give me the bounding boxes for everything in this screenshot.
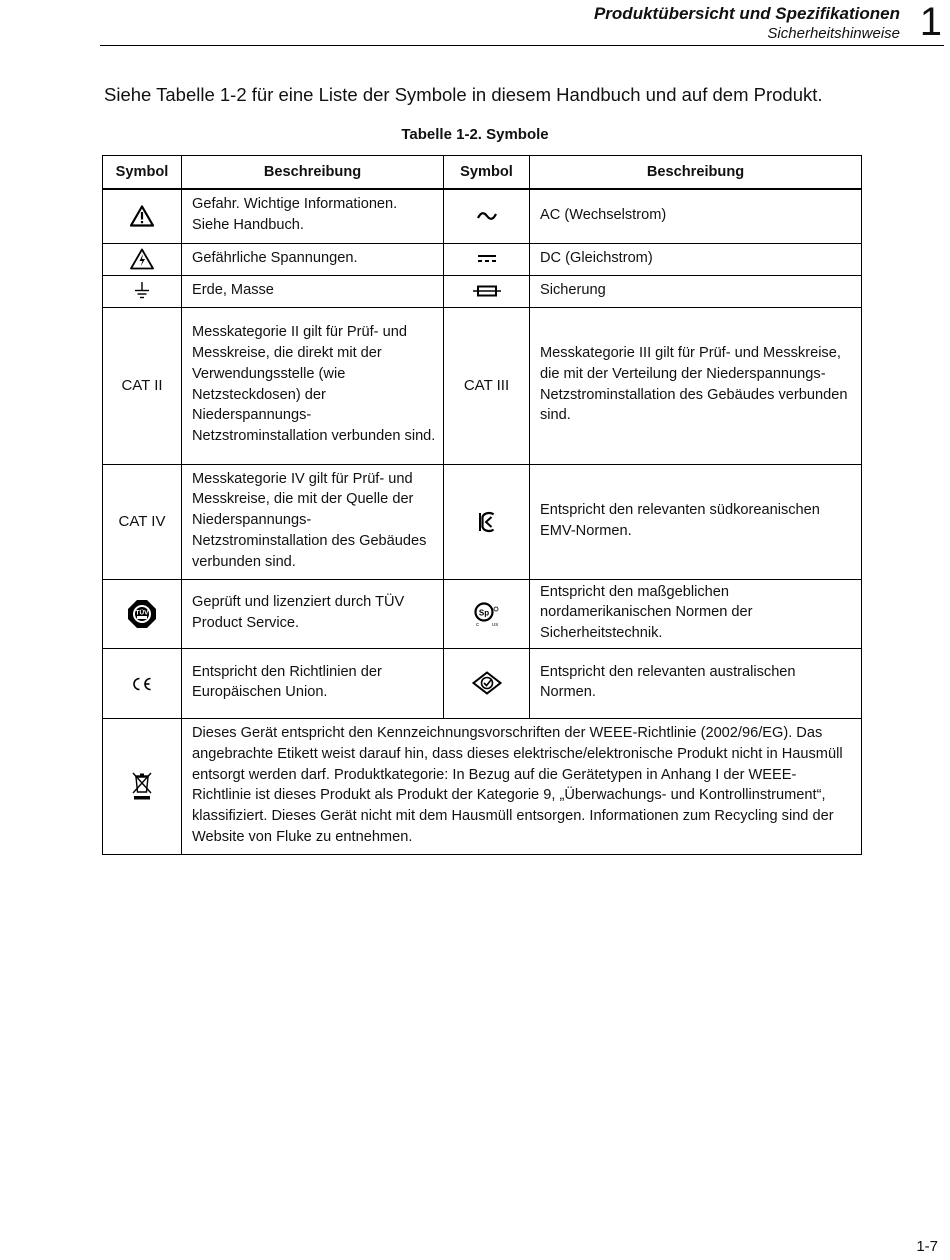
header-rule [100, 45, 944, 46]
description-cell: Entspricht den relevanten südkoreanischen EMV-Normen. [530, 464, 862, 579]
description-cell: Erde, Masse [182, 275, 444, 307]
ground-icon [133, 281, 151, 301]
table-header-row [103, 156, 862, 190]
description-cell: Messkategorie III gilt für Prüf- und Messkreise, die mit der Verteilung der Niederspannungs-Netzstrominstallation des Gebäudes verbunden sind. [530, 307, 862, 464]
symbol-cell [444, 464, 530, 579]
column-header: Symbol [444, 156, 530, 190]
warning-triangle-icon [130, 205, 154, 227]
symbol-cell: CAT II [103, 307, 182, 464]
rcm-mark-icon [472, 671, 502, 695]
table-caption: Tabelle 1-2. Symbole [401, 126, 549, 143]
symbol-cell [103, 648, 182, 718]
header-title: Produktübersicht und Spezifikationen [593, 4, 900, 23]
hazardous-voltage-icon [130, 248, 154, 270]
kc-mark-icon [479, 511, 495, 533]
symbol-cell: CAT III [444, 307, 530, 464]
description-cell: Gefährliche Spannungen. [182, 243, 444, 275]
description-cell: Dieses Gerät entspricht den Kennzeichnungsvorschriften der WEEE-Richtlinie (2002/96/EG). Das angebrachte Etikett weist darauf hin, dass dieses elektrische/elektronische Produkt nicht in Hausmüll entsorgt werden darf. Produktkategorie: In Bezug auf die Gerätetypen in Anhang I der WEEE-Richtlinie ist dieses Produkt als Produkt der Kategorie 9, „Überwachungs- und Kontrollinstrument“, klassifiziert. Dieses Gerät nicht mit dem Hausmüll entsorgen. Informationen zum Recycling sind der Website von Fluke zu entnehmen. [182, 718, 862, 854]
symbol-cell: CAT IV [103, 464, 182, 579]
chapter-number: 1 [919, 0, 942, 44]
description-cell: Entspricht den relevanten australischen Normen. [530, 648, 862, 718]
description-cell: Geprüft und lizenziert durch TÜV Product Service. [182, 579, 444, 648]
svg-text:US: US [491, 621, 498, 627]
dc-current-icon [477, 254, 497, 264]
symbol-cell [103, 243, 182, 275]
description-cell: Messkategorie II gilt für Prüf- und Messkreise, die direkt mit der Verwendungsstelle (wie Netzsteckdosen) der Niederspannungs-Netzstrominstallation verbunden sind. [182, 307, 444, 464]
svg-text:TÜV: TÜV [135, 609, 149, 617]
ac-tilde-icon [477, 211, 497, 221]
table-row [103, 307, 862, 464]
description-cell: AC (Wechselstrom) [530, 189, 862, 243]
page-number: 1-7 [916, 1238, 938, 1255]
symbol-cell [103, 718, 182, 854]
table-row [103, 579, 862, 648]
symbol-cell [444, 243, 530, 275]
description-cell: DC (Gleichstrom) [530, 243, 862, 275]
table-row [103, 275, 862, 307]
ce-mark-icon [131, 677, 153, 691]
column-header: Beschreibung [182, 156, 444, 190]
symbol-cell [444, 579, 530, 648]
symbol-cell [103, 579, 182, 648]
symbol-cell [103, 189, 182, 243]
svg-text:Sp: Sp [478, 608, 489, 618]
csa-mark-icon [472, 601, 502, 627]
svg-text:C: C [475, 621, 479, 627]
description-cell: Entspricht den maßgeblichen nordamerikanischen Normen der Sicherheitstechnik. [530, 579, 862, 648]
symbol-cell [103, 275, 182, 307]
table-row [103, 189, 862, 243]
table-row [103, 464, 862, 579]
table-row [103, 718, 862, 854]
description-cell: Entspricht den Richtlinien der Europäischen Union. [182, 648, 444, 718]
table-row [103, 648, 862, 718]
column-header: Symbol [103, 156, 182, 190]
description-cell: Messkategorie IV gilt für Prüf- und Messkreise, die mit der Quelle der Niederspannungs-Netzstrominstallation des Gebäudes verbunden sind. [182, 464, 444, 579]
fuse-icon [473, 285, 501, 297]
weee-bin-icon [131, 771, 153, 801]
description-cell: Gefahr. Wichtige Informationen. Siehe Handbuch. [182, 189, 444, 243]
symbol-cell [444, 189, 530, 243]
table-row [103, 243, 862, 275]
symbol-cell [444, 648, 530, 718]
column-header: Beschreibung [530, 156, 862, 190]
description-cell: Sicherung [530, 275, 862, 307]
tuv-mark-icon [127, 599, 157, 629]
intro-text: Siehe Tabelle 1-2 für eine Liste der Symbole in diesem Handbuch und auf dem Produkt. [104, 84, 823, 105]
header-subtitle: Sicherheitshinweise [767, 25, 900, 42]
symbols-table [102, 155, 862, 855]
symbol-cell [444, 275, 530, 307]
